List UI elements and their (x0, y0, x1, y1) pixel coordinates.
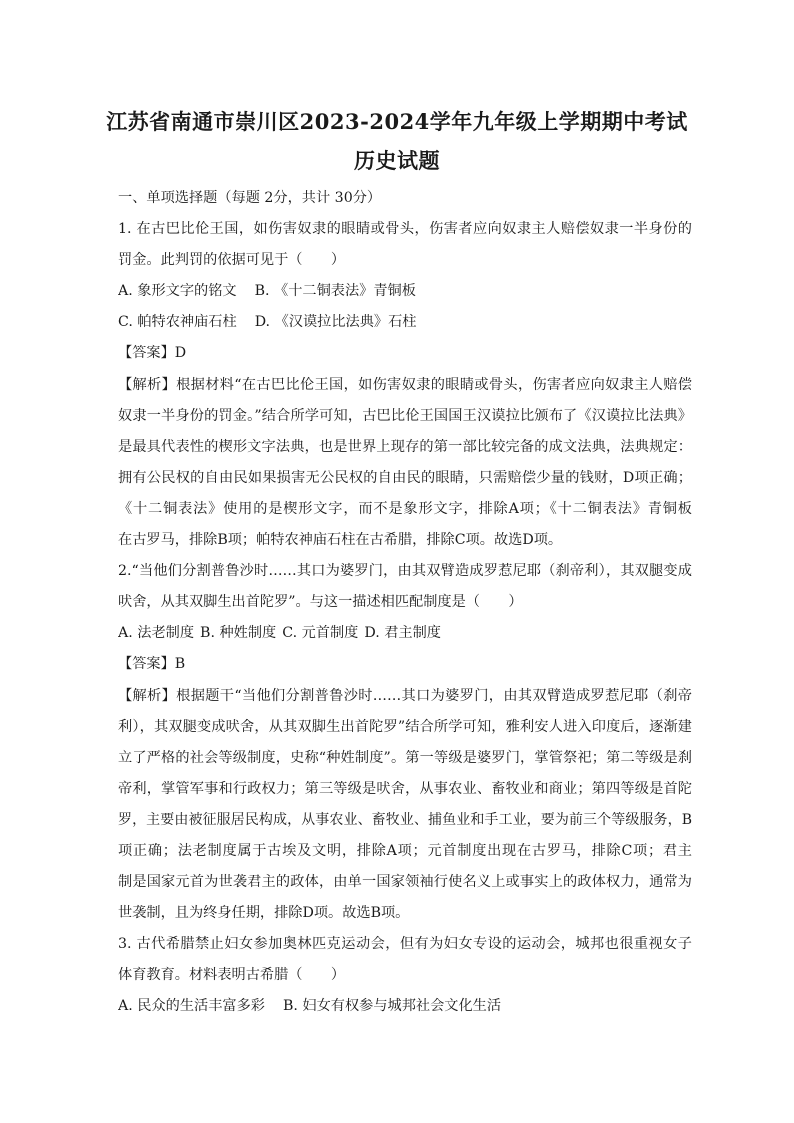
question-2-analysis-line-2: 利），其双腿变成吠舍，从其双脚生出首陀罗”结合所学可知，雅利安人进入印度后，逐渐建 (118, 718, 692, 735)
question-2-option-d: D. 君主制度 (364, 625, 441, 642)
document-title: 江苏省南通市崇川区2023-2024学年九年级上学期期中考试 (106, 109, 688, 134)
question-1-analysis-line-5: 《十二铜表法》使用的是楔形文字，而不是象形文字，排除A项；《十二铜表法》青铜板 (118, 500, 692, 517)
question-2-analysis-line-1: 【解析】根据题干“当他们分割普鲁沙时……其口为婆罗门，由其双臂造成罗惹尼耶（刹帝 (118, 687, 692, 704)
question-2-analysis-line-7: 制是国家元首为世袭君主的政体，由单一国家领袖行使名义上或事实上的政体权力，通常为 (118, 874, 692, 891)
section-heading: 一、单项选择题（每题 2分，共计 30分） (118, 190, 382, 206)
question-1-options-row-2 (118, 307, 692, 338)
question-2-options-row (118, 618, 692, 649)
document-body (118, 183, 692, 1023)
question-1-option-a: A. 象形文字的铭文 (118, 283, 237, 300)
question-3-option-b: B. 妇女有权参与城邦社会文化生活 (282, 998, 502, 1015)
question-2-analysis-line-5: 罗，主要由被征服居民构成，从事农业、畜牧业、捕鱼业和手工业，要为前三个等级服务，B (118, 811, 692, 828)
question-1-stem-line-1: 1. 在古巴比伦王国，如伤害奴隶的眼睛或骨头，伤害者应向奴隶主人赔偿奴隶一半身份的 (118, 221, 692, 238)
question-2-option-c: C. 元首制度 (282, 625, 359, 642)
question-3-stem-line-2: 体育教育。材料表明古希腊（ ） (118, 967, 346, 984)
question-1-analysis-line-4: 拥有公民权的自由民如果损害无公民权的自由民的眼睛，只需赔偿少量的钱财，D项正确； (118, 469, 692, 486)
document-subtitle: 历史试题 (354, 148, 440, 173)
question-3-option-a: A. 民众的生活丰富多彩 (118, 998, 265, 1015)
question-3-stem-line-1: 3. 古代希腊禁止妇女参加奥林匹克运动会，但有为妇女专设的运动会，城邦也很重视女子 (118, 936, 692, 953)
question-1-analysis-line-3: 是最具代表性的楔形文字法典，也是世界上现存的第一部比较完备的成文法典，法典规定： (118, 438, 692, 455)
question-2-answer: 【答案】B (118, 656, 186, 673)
question-2-option-a: A. 法老制度 (118, 625, 195, 642)
question-1-option-b: B. 《十二铜表法》青铜板 (254, 283, 416, 300)
question-1-answer: 【答案】D (118, 345, 187, 362)
question-3-options-row-1 (118, 991, 692, 1022)
question-2-stem-line-1: 2.“当他们分割普鲁沙时……其口为婆罗门，由其双臂造成罗惹尼耶（刹帝利），其双腿变成 (118, 563, 692, 580)
question-2-analysis-line-6: 项正确；法老制度属于古埃及文明，排除A项；元首制度出现在古罗马，排除C项；君主 (118, 842, 692, 859)
question-1-option-d: D. 《汉谟拉比法典》石柱 (254, 314, 417, 331)
question-2-option-b: B. 种姓制度 (200, 625, 277, 642)
question-1-stem-line-2: 罚金。此判罚的依据可见于（ ） (118, 252, 346, 269)
question-2-stem-line-2: 吠舍，从其双脚生出首陀罗”。与这一描述相匹配制度是（ ） (118, 594, 523, 611)
question-1-options-row-1 (118, 276, 692, 307)
question-2-analysis-line-3: 立了严格的社会等级制度，史称“种姓制度”。第一等级是婆罗门，掌管祭祀；第二等级是刹 (118, 749, 692, 766)
question-1-analysis-line-6: 在古罗马，排除B项；帕特农神庙石柱在古希腊，排除C项。故选D项。 (118, 532, 563, 549)
question-2-analysis-line-8: 世袭制，且为终身任期，排除D项。故选B项。 (118, 905, 410, 922)
question-1-analysis-line-1: 【解析】根据材料“在古巴比伦王国，如伤害奴隶的眼睛或骨头，伤害者应向奴隶主人赔偿 (118, 376, 692, 393)
question-1-analysis-line-2: 奴隶一半身份的罚金。”结合所学可知，古巴比伦王国国王汉谟拉比颁布了《汉谟拉比法典》 (118, 407, 692, 424)
question-2-analysis-line-4: 帝利，掌管军事和行政权力；第三等级是吠舍，从事农业、畜牧业和商业；第四等级是首陀 (118, 780, 692, 797)
question-1-option-c: C. 帕特农神庙石柱 (118, 314, 237, 331)
